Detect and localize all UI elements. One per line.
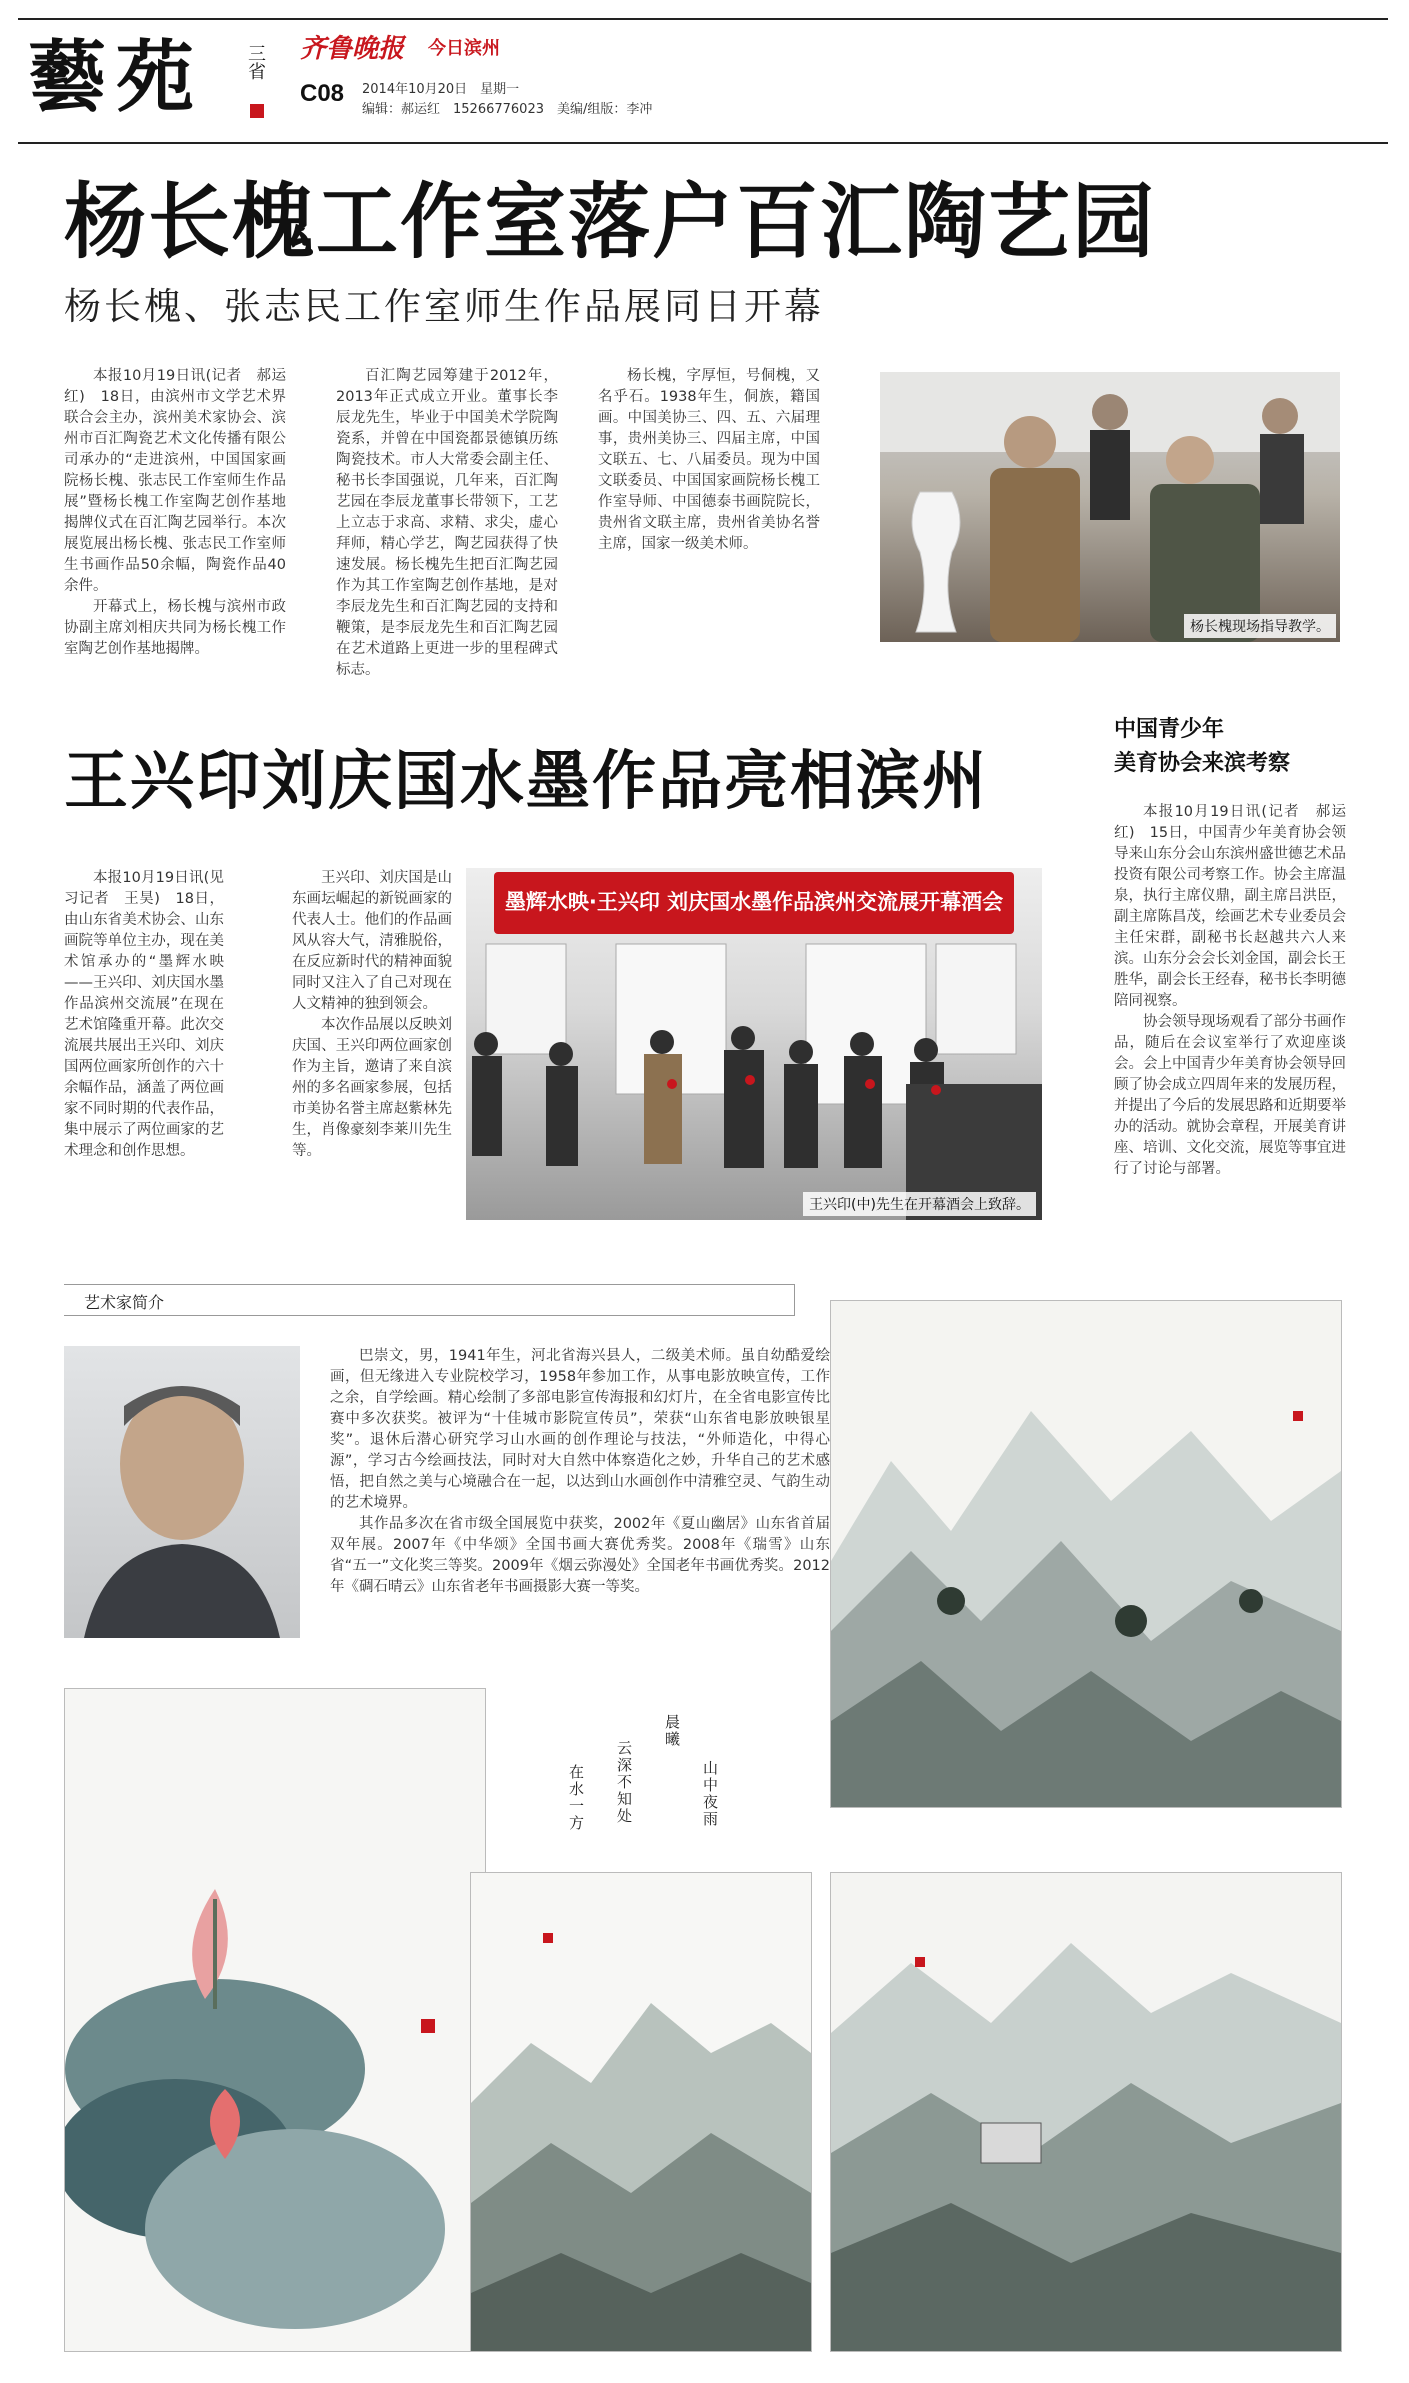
teaching-scene-illustration <box>880 372 1340 642</box>
masthead-top-rule <box>18 18 1388 20</box>
masthead-logo-seal: 三省 <box>245 44 266 80</box>
article2-paragraph: 本次作品展以反映刘庆国、王兴印两位画家创作为主旨，邀请了来自滨州的多名画家参展，包括市美协名誉主席赵紫林先生，肖像豪刻李莱川先生等。 <box>292 1017 452 1159</box>
masthead <box>0 0 1409 150</box>
article2-body-col2 <box>292 868 452 1162</box>
article1-subheadline: 杨长槐、张志民工作室师生作品展同日开幕 <box>64 285 824 328</box>
article1-headline: 杨长槐工作室落户百汇陶艺园 <box>64 175 1157 270</box>
painting-title-shanzhongyeyu: 山中夜雨 <box>701 1760 719 1828</box>
article1-paragraph: 开幕式上，杨长槐与滨州市政协副主席刘相庆共同为杨长槐工作室陶艺创作基地揭牌。 <box>64 599 286 657</box>
lotus-ink-illustration <box>65 1689 485 2351</box>
artist-section-header <box>64 1284 795 1316</box>
article2-photo <box>466 868 1042 1220</box>
painting-night-rain <box>830 1872 1342 2352</box>
painting-cloud-mountains <box>470 1872 812 2352</box>
artist-paragraph: 其作品多次在省市级全国展览中获奖，2002年《夏山幽居》山东省首届双年展。2007年《中华颂》全国书画大赛优秀奖。2008年《瑞雪》山东省“五一”文化奖三等奖。2009年《烟云弥漫处》全国老年书画优秀奖。2012年《碉石晴云》山东省老年书画摄影大赛一等奖。 <box>330 1516 830 1595</box>
article2-headline: 王兴印刘庆国水墨作品亮相滨州 <box>64 745 988 819</box>
logo-red-stamp <box>250 104 264 118</box>
article2-photo-caption: 王兴印(中)先生在开幕酒会上致辞。 <box>803 1192 1036 1216</box>
landscape-ink-illustration <box>831 1301 1341 1807</box>
article1-paragraph: 杨长槐，字厚恒，号侗槐，又名乎石。1938年生，侗族，籍国画。中国美协三、四、五、六届理事，贵州美协三、四届主席，中国文联五、七、八届委员。现为中国文联委员、中国国家画院杨长槐工作室导师、中国德泰书画院院长，贵州省文联主席，贵州省美协名誉主席，国家一级美术师。 <box>598 368 820 552</box>
night-rain-ink-illustration <box>831 1873 1341 2351</box>
cloud-mountain-ink-illustration <box>471 1873 811 2351</box>
artist-section-label: 艺术家简介 <box>84 1293 165 1312</box>
article3-body <box>1114 802 1346 1180</box>
artist-paragraph: 巴崇文，男，1941年生，河北省海兴县人，二级美术师。虽自幼酷爱绘画，但无缘进入专业院校学习，1958年参加工作，从事电影放映宣传，工作之余，自学绘画。精心绘制了多部电影宣传海报和幻灯片，在全省电影宣传比赛中多次获奖。被评为“十佳城市影院宣传员”，荣获“山东省电影放映银星奖”。退休后潜心研究学习山水画的创作理论与技法，“外师造化，中得心源”，学习古今绘画技法，同时对大自然中体察造化之妙，升华自己的艺术感悟，把自然之美与心境融合在一起，以达到山水画创作中清雅空灵、气韵生动的艺术境界。 <box>330 1348 830 1511</box>
article2-body-col1 <box>64 868 224 1162</box>
opening-ceremony-illustration <box>466 934 1042 1220</box>
artist-portrait <box>64 1346 300 1638</box>
painting-title-zaishuiyifang: 在水一方 <box>567 1764 585 1832</box>
article1-photo-caption: 杨长槐现场指导教学。 <box>1184 614 1336 638</box>
article1-photo <box>880 372 1340 642</box>
article3-paragraph: 协会领导现场观看了部分书画作品，随后在会议室举行了欢迎座谈会。会上中国青少年美育协会领导回顾了协会成立四周年来的发展历程，并提出了今后的发展思路和近期要举办的活动。就协会章程，开展美育讲座、培训、文化交流，展览等事宜进行了讨论与部署。 <box>1114 1014 1346 1177</box>
page-number: C08 <box>300 80 345 107</box>
painting-title-chenxi: 晨曦 <box>663 1714 681 1748</box>
exhibition-banner-text: 墨辉水映·王兴印 刘庆国水墨作品滨州交流展开幕酒会 <box>504 890 1004 914</box>
article1-body-col1 <box>64 366 286 660</box>
edition-name: 今日滨州 <box>428 38 500 59</box>
artist-bio <box>330 1346 830 1598</box>
painting-title-yunshenbuzhichu: 云深不知处 <box>615 1740 633 1825</box>
editor-line: 编辑：郝运红 15266776023 美编/组版：李冲 <box>362 102 653 117</box>
article1-paragraph: 本报10月19日讯(记者 郝运红) 18日，由滨州市文学艺术界联合会主办，滨州美术家协会、滨州市百汇陶瓷艺术文化传播有限公司承办的“走进滨州，中国国家画院杨长槐、张志民工作室师生作品展”暨杨长槐工作室陶艺创作基地揭牌仪式在百汇陶艺园举行。本次展览展出杨长槐、张志民工作室师生书画作品50余幅，陶瓷作品40余件。 <box>64 368 286 594</box>
article2-paragraph: 本报10月19日讯(见习记者 王昊) 18日，由山东省美术协会、山东画院等单位主办，现在美术馆承办的“墨辉水映——王兴印、刘庆国水墨作品滨州交流展”在现在艺术馆隆重开幕。此次交流展共展出王兴印、刘庆国两位画家所创作的六十余幅作品，涵盖了两位画家不同时期的代表作品，集中展示了两位画家的艺术理念和创作思想。 <box>64 870 224 1159</box>
paper-name: 齐鲁晚报 <box>300 34 405 64</box>
masthead-logo: 藝苑 <box>28 32 205 123</box>
article1-paragraph: 百汇陶艺园筹建于2012年，2013年正式成立开业。董事长李辰龙先生，毕业于中国美术学院陶瓷系，并曾在中国瓷都景德镇历练陶瓷技术。市人大常委会副主任、秘书长李国强说，几年来，百汇陶艺园在李辰龙董事长带领下，工艺上立志于求高、求精、求尖，虚心拜师，精心学艺，陶艺园获得了快速发展。杨长槐先生把百汇陶艺园作为其工作室陶艺创作基地，是对李辰龙先生和百汇陶艺园的支持和鞭策，是李辰龙先生和百汇陶艺园在艺术道路上更进一步的里程碑式标志。 <box>336 368 558 678</box>
article1-body-col2 <box>336 366 558 681</box>
portrait-illustration <box>64 1346 300 1638</box>
article3-headline-line1: 中国青少年 <box>1114 717 1225 742</box>
article2-paragraph: 王兴印、刘庆国是山东画坛崛起的新锐画家的代表人士。他们的作品画风从容大气，清雅脱俗，在反应新时代的精神面貌同时又注入了自己对现在人文精神的独到领会。 <box>292 870 452 1012</box>
article3-headline-line2: 美育协会来滨考察 <box>1114 751 1291 776</box>
painting-lotus <box>64 1688 486 2352</box>
painting-morning-landscape <box>830 1300 1342 1808</box>
article1-body-col3 <box>598 366 820 555</box>
masthead-bottom-rule <box>18 142 1388 144</box>
exhibition-banner <box>494 872 1014 934</box>
article3-paragraph: 本报10月19日讯(记者 郝运红) 15日，中国青少年美育协会领导来山东分会山东滨州盛世德艺术品投资有限公司考察工作。协会主席温泉，执行主席仪鼎，副主席吕洪臣，副主席陈昌茂，绘画艺术专业委员会主任宋群，副秘书长赵越共六人来滨。山东分会会长刘金国，副会长王胜华，副会长王经春，秘书长李明德陪同视察。 <box>1114 804 1346 1009</box>
issue-date: 2014年10月20日 星期一 <box>362 82 520 97</box>
